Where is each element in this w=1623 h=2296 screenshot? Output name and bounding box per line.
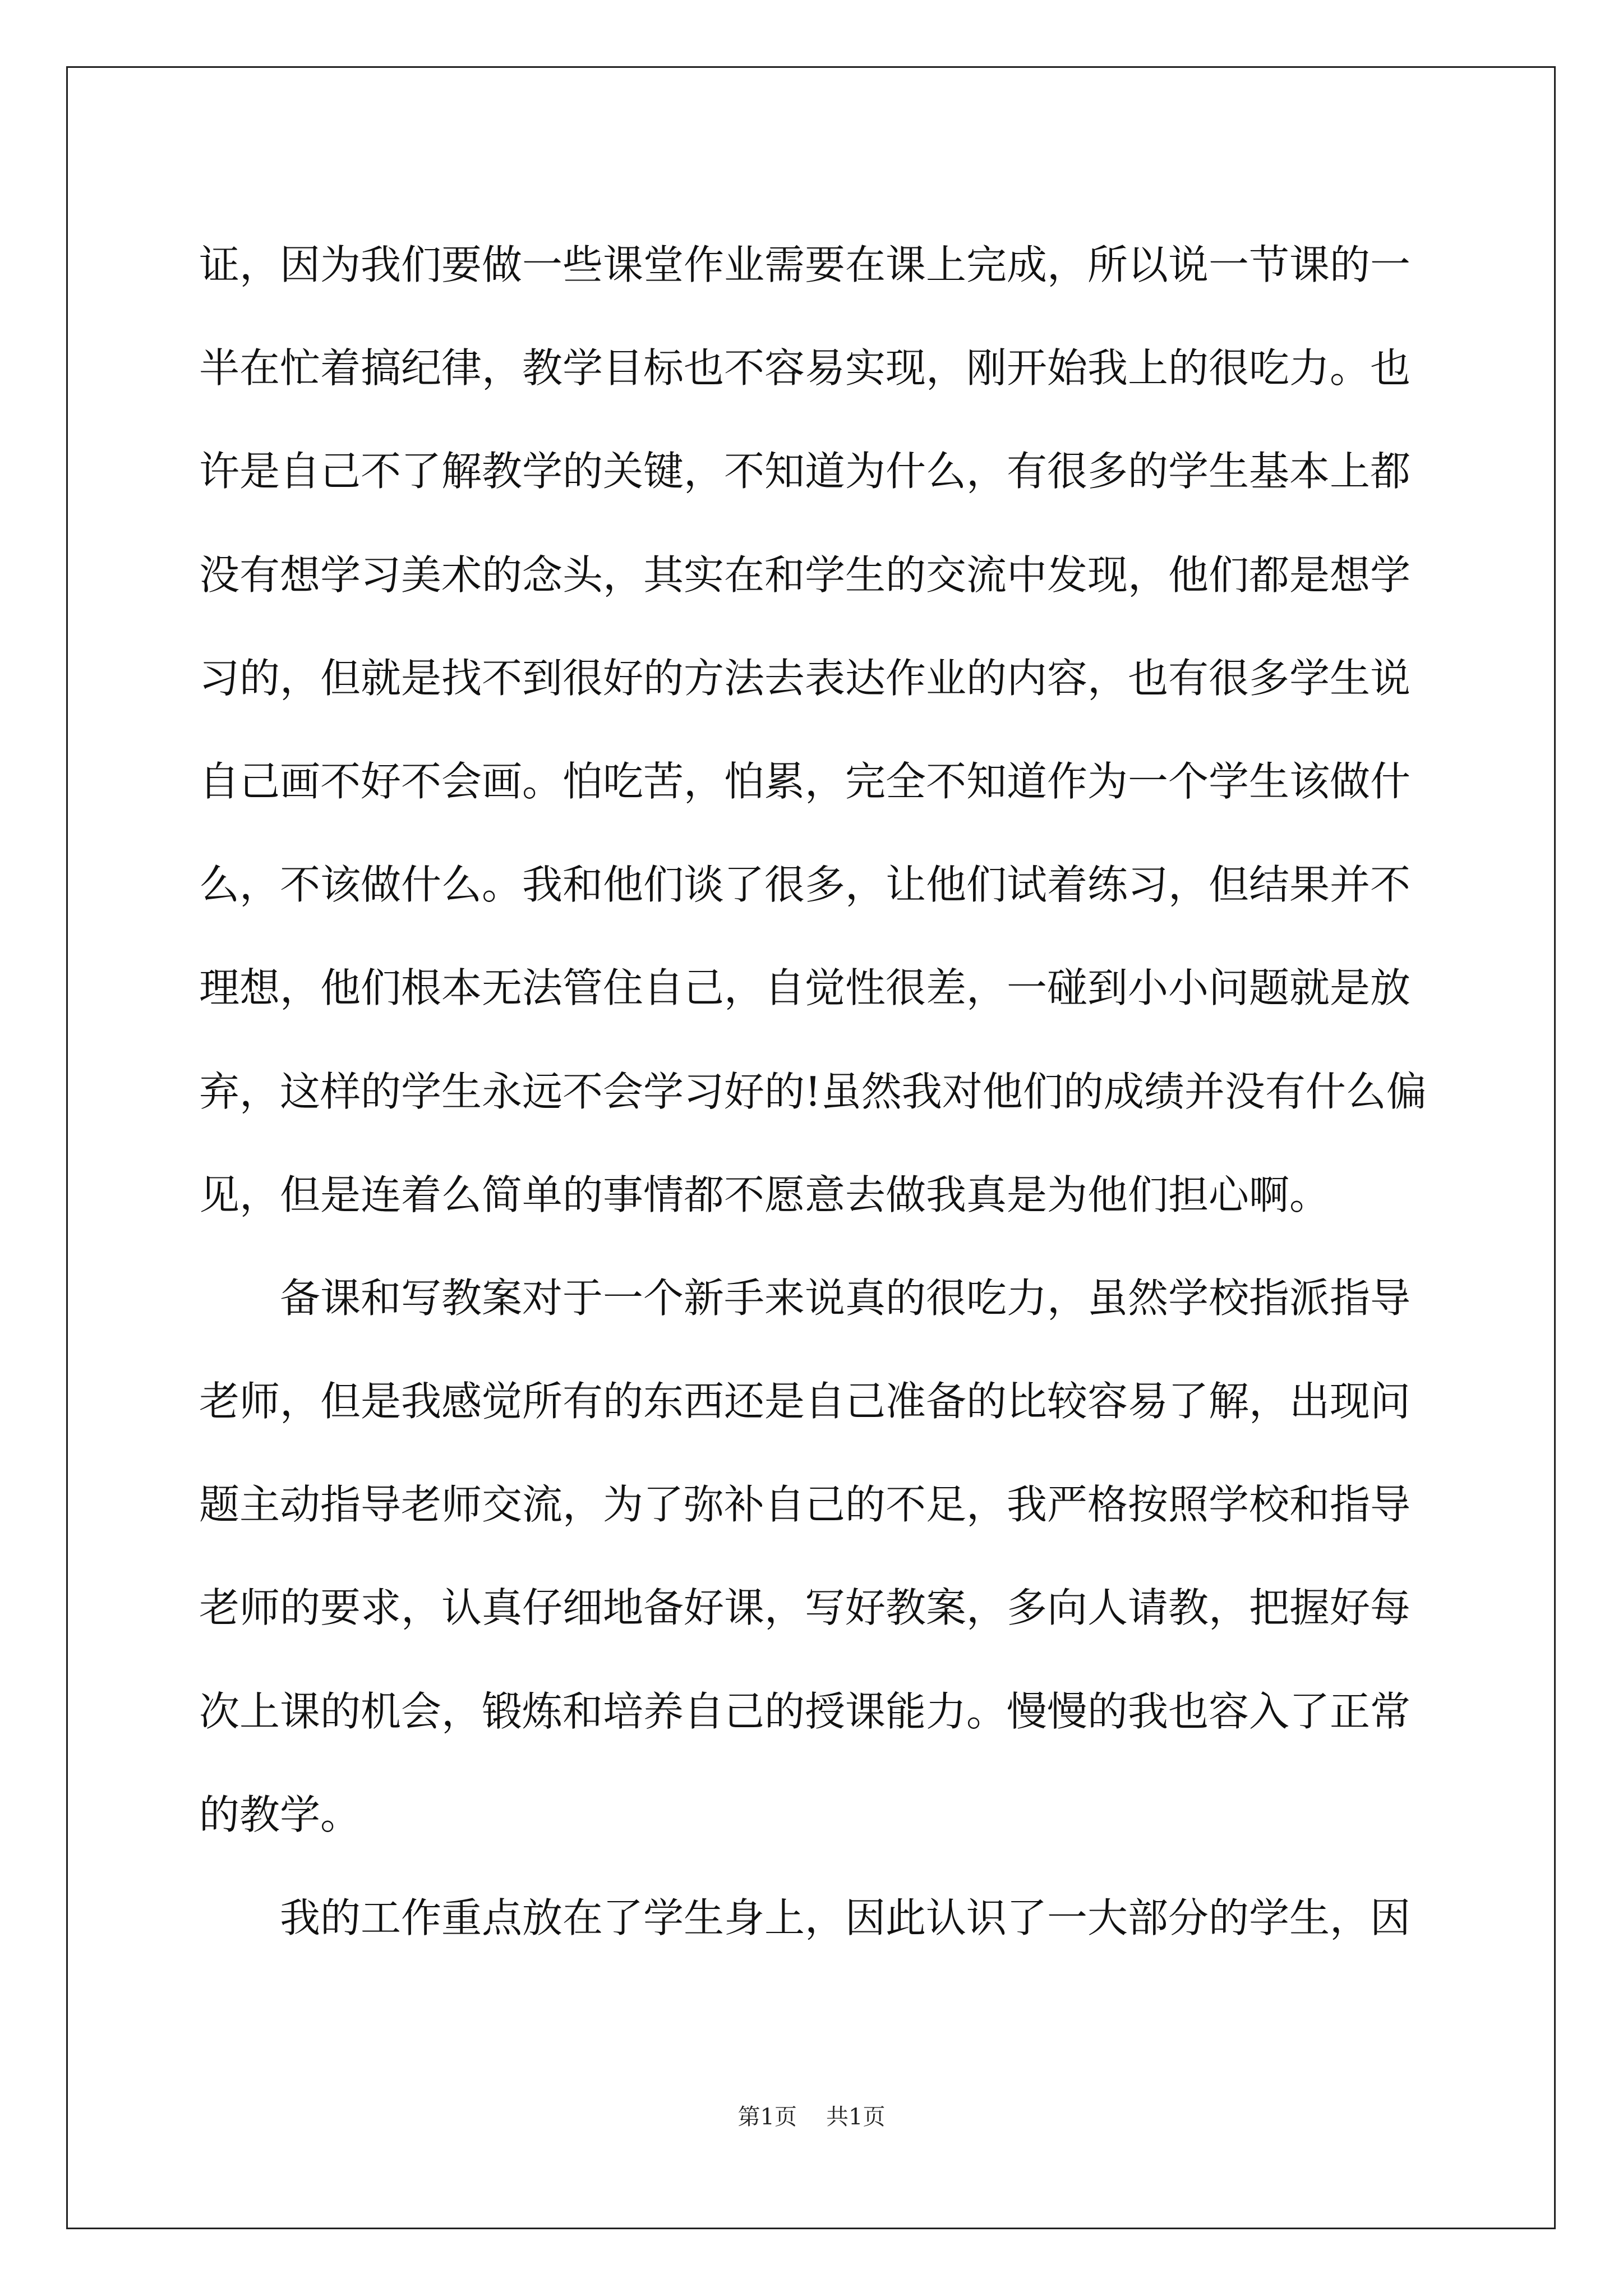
text-line-2: 半在忙着搞纪律，教学目标也不容易实现，刚开始我上的很吃力。也 xyxy=(199,344,1411,392)
text-line-11: 备课和写教案对于一个新手来说真的很吃力，虽然学校指派指导 xyxy=(280,1274,1411,1322)
text-line-13: 题主动指导老师交流，为了弥补自己的不足，我严格按照学校和指导 xyxy=(199,1481,1411,1529)
text-line-9: 弃，这样的学生永远不会学习好的!虽然我对他们的成绩并没有什么偏 xyxy=(199,1068,1427,1115)
text-line-1: 证，因为我们要做一些课堂作业需要在课上完成，所以说一节课的一 xyxy=(199,241,1411,288)
text-line-12: 老师，但是我感觉所有的东西还是自己准备的比较容易了解，出现问 xyxy=(199,1378,1411,1425)
text-line-10: 见，但是连着么简单的事情都不愿意去做我真是为他们担心啊。 xyxy=(199,1171,1330,1218)
text-line-16: 的教学。 xyxy=(199,1791,361,1838)
text-line-7: 么，不该做什么。我和他们谈了很多，让他们试着练习，但结果并不 xyxy=(199,861,1411,909)
page-number: 第1页 xyxy=(737,2104,797,2130)
text-line-6: 自己画不好不会画。怕吃苦，怕累，完全不知道作为一个学生该做什 xyxy=(199,757,1411,805)
text-line-4: 没有想学习美术的念头，其实在和学生的交流中发现，他们都是想学 xyxy=(199,551,1411,599)
text-line-8: 理想，他们根本无法管住自己，自觉性很差，一碰到小小问题就是放 xyxy=(199,964,1411,1012)
document-body xyxy=(199,213,1427,1970)
text-line-15: 次上课的机会，锻炼和培养自己的授课能力。慢慢的我也容入了正常 xyxy=(199,1687,1411,1735)
page-footer xyxy=(0,2100,1623,2134)
page-total: 共1页 xyxy=(826,2104,886,2130)
text-line-5: 习的，但就是找不到很好的方法去表达作业的内容，也有很多学生说 xyxy=(199,654,1411,702)
text-line-3: 许是自己不了解教学的关键，不知道为什么，有很多的学生基本上都 xyxy=(199,448,1411,495)
text-line-14: 老师的要求，认真仔细地备好课，写好教案，多向人请教，把握好每 xyxy=(199,1584,1411,1632)
text-line-17: 我的工作重点放在了学生身上，因此认识了一大部分的学生，因 xyxy=(280,1894,1411,1941)
